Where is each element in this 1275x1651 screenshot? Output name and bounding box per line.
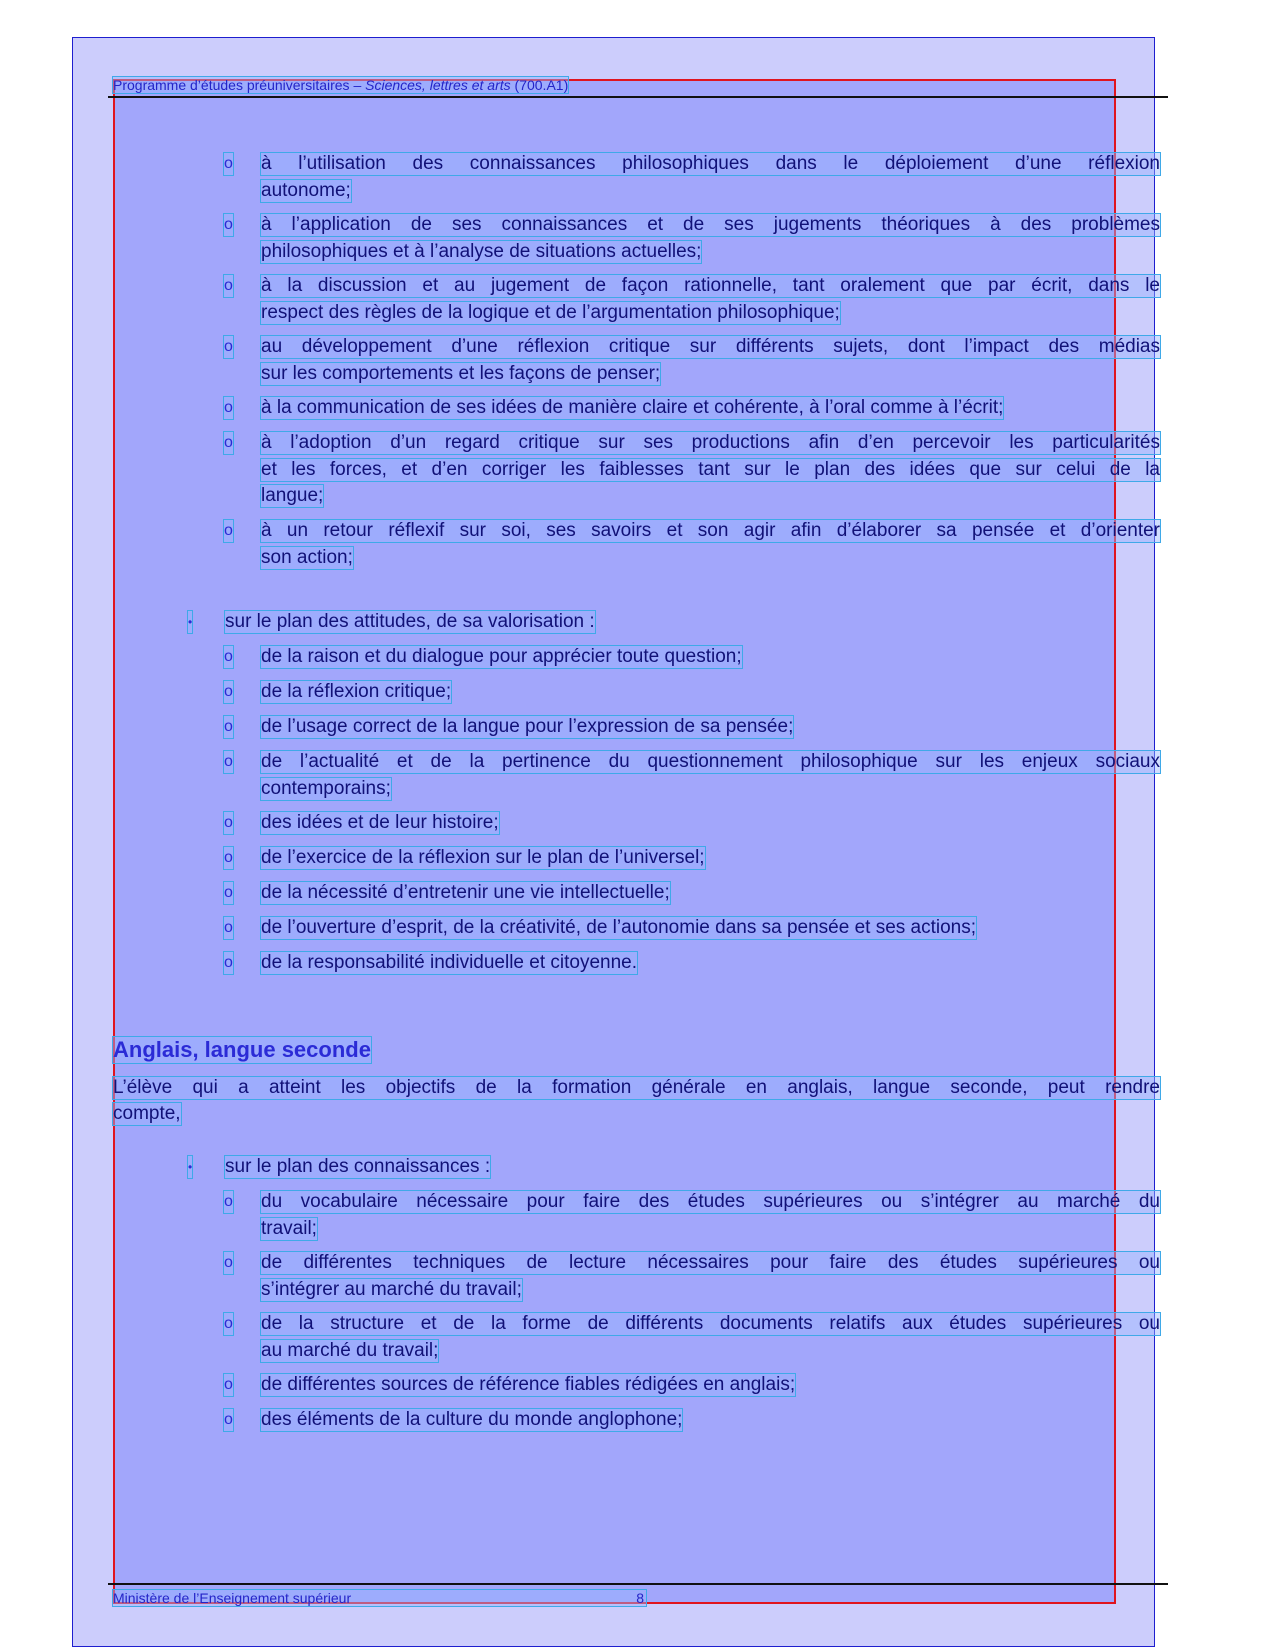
list-item-line: de différentes sources de référence fiables rédigées en anglais;	[261, 1374, 796, 1395]
list-item-line: contemporains;	[261, 777, 391, 799]
circle-bullet-icon: o	[224, 275, 233, 297]
circle-bullet-icon: o	[224, 716, 233, 738]
list-item-line: au développement d’une réflexion critique sur différents sujets, dont l’impact des médias	[261, 336, 1160, 357]
list-item-line: de l’exercice de la réflexion sur le plan de l’universel;	[261, 847, 705, 868]
list-item-line: de l’actualité et de la pertinence du questionnement philosophique sur les enjeux sociaux	[261, 751, 1160, 772]
list-item-line: s’intégrer au marché du travail;	[261, 1278, 522, 1300]
list-item-line: de la réflexion critique;	[261, 681, 452, 702]
list-item-line: de l’usage correct de la langue pour l’expression de sa pensée;	[261, 716, 794, 737]
circle-bullet-icon: o	[224, 432, 233, 454]
list-item-line: des idées et de leur histoire;	[261, 812, 499, 833]
section-heading-anglais: Anglais, langue seconde	[113, 1037, 371, 1062]
list-item-line: à l’utilisation des connaissances philosophiques dans le déploiement d’une réflexion	[261, 153, 1160, 174]
list-item-line: et les forces, et d’en corriger les faiblesses tant sur le plan des idées que sur celui de la	[261, 458, 1160, 480]
footer-rule	[108, 1583, 1168, 1585]
circle-bullet-icon: o	[224, 336, 233, 358]
circle-bullet-icon: o	[224, 882, 233, 904]
circle-bullet-icon: o	[224, 1313, 233, 1335]
circle-bullet-icon: o	[224, 681, 233, 703]
list-item-line: à la discussion et au jugement de façon rationnelle, tant oralement que par écrit, dans le	[261, 275, 1160, 296]
circle-bullet-icon: o	[224, 214, 233, 236]
header-program-name: Sciences, lettres et arts	[365, 77, 511, 93]
circle-bullet-icon: o	[224, 397, 233, 419]
circle-bullet-icon: o	[224, 1374, 233, 1396]
bullet-icon: •	[188, 1156, 192, 1178]
header-text: Programme d’études préuniversitaires –	[113, 77, 366, 93]
list-item-line: à l’application de ses connaissances et de ses jugements théoriques à des problèmes	[261, 214, 1160, 235]
list-item-line: de l’ouverture d’esprit, de la créativité, de l’autonomie dans sa pensée et ses actions;	[261, 917, 977, 938]
attitudes-label: sur le plan des attitudes, de sa valorisation :	[225, 611, 595, 632]
list-item-line: à la communication de ses idées de manière claire et cohérente, à l’oral comme à l’écrit;	[261, 397, 1004, 418]
circle-bullet-icon: o	[224, 952, 233, 974]
running-header	[113, 77, 568, 93]
list-item-line: sur les comportements et les façons de penser;	[261, 362, 661, 384]
list-item-line: son action;	[261, 546, 353, 568]
bullet-icon: •	[188, 611, 192, 633]
header-program-code: (700.A1)	[510, 77, 569, 93]
circle-bullet-icon: o	[224, 847, 233, 869]
list-item-line: de la responsabilité individuelle et citoyenne.	[261, 952, 638, 973]
page-number: 8	[636, 1590, 644, 1606]
list-item-line: du vocabulaire nécessaire pour faire des études supérieures ou s’intégrer au marché du	[261, 1191, 1160, 1212]
list-item-line: de la raison et du dialogue pour apprécier toute question;	[261, 646, 742, 667]
footer-ministry: Ministère de l’Enseignement supérieur	[113, 1590, 352, 1606]
running-footer	[113, 1590, 646, 1606]
circle-bullet-icon: o	[224, 917, 233, 939]
list-item-line: au marché du travail;	[261, 1339, 439, 1361]
list-item-line: philosophiques et à l’analyse de situations actuelles;	[261, 240, 702, 262]
header-rule	[108, 96, 1168, 98]
list-item-line: à un retour réflexif sur soi, ses savoirs et son agir afin d’élaborer sa pensée et d’orienter	[261, 520, 1160, 541]
intro-line: L’élève qui a atteint les objectifs de la formation générale en anglais, langue seconde, peut rendre	[113, 1077, 1160, 1098]
circle-bullet-icon: o	[224, 1409, 233, 1431]
circle-bullet-icon: o	[224, 1191, 233, 1213]
list-item-line: travail;	[261, 1217, 317, 1239]
intro-line: compte,	[113, 1103, 181, 1124]
list-item-line: à l’adoption d’un regard critique sur ses productions afin d’en percevoir les particularités	[261, 432, 1160, 453]
circle-bullet-icon: o	[224, 153, 233, 175]
circle-bullet-icon: o	[224, 1252, 233, 1274]
list-item-line: de la nécessité d’entretenir une vie intellectuelle;	[261, 882, 670, 903]
circle-bullet-icon: o	[224, 812, 233, 834]
list-item-line: de différentes techniques de lecture nécessaires pour faire des études supérieures ou	[261, 1252, 1160, 1273]
list-item-line: respect des règles de la logique et de l’argumentation philosophique;	[261, 301, 840, 323]
circle-bullet-icon: o	[224, 520, 233, 542]
knowledge-label: sur le plan des connaissances :	[225, 1156, 491, 1177]
circle-bullet-icon: o	[224, 646, 233, 668]
list-item-line: des éléments de la culture du monde anglophone;	[261, 1409, 683, 1430]
circle-bullet-icon: o	[224, 751, 233, 773]
list-item-line: de la structure et de la forme de différents documents relatifs aux études supérieures ou	[261, 1313, 1160, 1334]
list-item-line: langue;	[261, 485, 324, 506]
list-item-line: autonome;	[261, 179, 351, 201]
